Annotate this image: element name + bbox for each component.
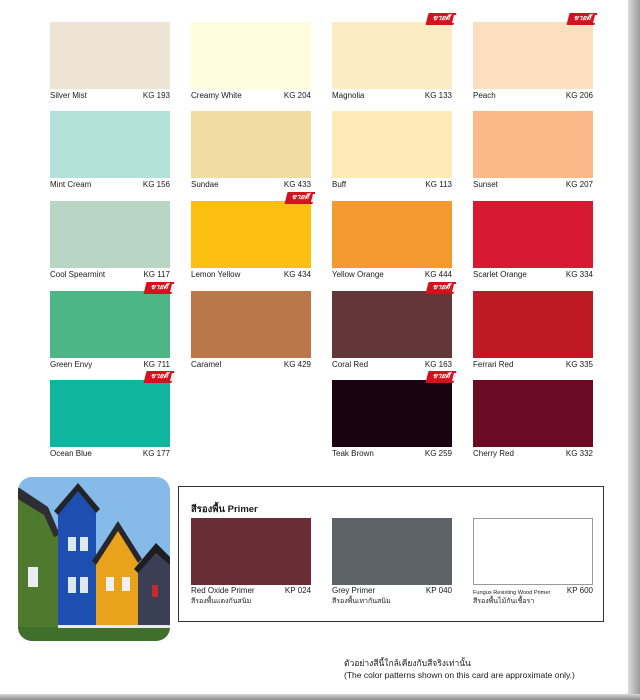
color-name: Sundae — [191, 180, 219, 189]
disclaimer-english: (The color patterns shown on this card are approximate only.) — [344, 670, 575, 680]
best-seller-badge: ขายดี — [426, 371, 457, 383]
color-chip — [191, 22, 311, 104]
color-swatch — [473, 22, 593, 89]
color-code: KG 193 — [142, 91, 170, 100]
color-code: KG 434 — [283, 270, 311, 279]
primer-name: Red Oxide Primer — [191, 586, 255, 595]
color-code: KG 334 — [565, 270, 593, 279]
color-swatch — [332, 111, 452, 178]
color-swatch — [332, 22, 452, 89]
color-swatch — [191, 201, 311, 268]
primer-thai-name: สีรองพื้นเทากันสนิม — [332, 598, 391, 605]
color-chip — [332, 15, 452, 104]
color-swatch — [50, 111, 170, 178]
color-swatch — [50, 291, 170, 358]
primer-section — [178, 486, 604, 622]
color-code: KG 133 — [424, 91, 452, 100]
color-code: KG 332 — [565, 449, 593, 458]
color-chip — [50, 22, 170, 104]
color-swatch — [50, 380, 170, 447]
color-code: KG 444 — [424, 270, 452, 279]
color-name: Cherry Red — [473, 449, 514, 458]
primer-name: Grey Primer — [332, 586, 376, 595]
color-code: KG 335 — [565, 360, 593, 369]
color-code: KG 113 — [425, 180, 452, 189]
color-swatch — [332, 201, 452, 268]
color-chip — [191, 194, 311, 283]
color-chip — [332, 373, 452, 462]
best-seller-badge: ขายดี — [144, 371, 175, 383]
house-photo-illustration — [18, 477, 170, 641]
primer-name: Fungus Resisting Wood Primer — [473, 590, 551, 596]
color-chip — [50, 284, 170, 373]
color-chip — [50, 201, 170, 283]
color-name: Cool Spearmint — [50, 270, 106, 279]
color-name: Teak Brown — [332, 449, 374, 458]
color-swatch — [473, 201, 593, 268]
color-swatch — [473, 380, 593, 447]
best-seller-badge: ขายดี — [285, 192, 316, 204]
house-photo — [18, 477, 170, 641]
color-code: KG 163 — [424, 360, 452, 369]
primer-swatch — [332, 518, 452, 585]
page-edge-shadow — [628, 0, 640, 700]
color-chip — [473, 111, 593, 193]
color-swatch — [191, 291, 311, 358]
color-chip — [473, 380, 593, 462]
color-name: Buff — [332, 180, 347, 189]
color-chip — [332, 284, 452, 373]
color-code: KG 259 — [424, 449, 452, 458]
disclaimer-thai: ตัวอย่างสีนี้ใกล้เคียงกับสีจริงเท่านั้น — [344, 658, 471, 668]
primer-code: KP 024 — [284, 586, 311, 595]
color-name: Peach — [473, 91, 496, 100]
color-swatch — [191, 111, 311, 178]
color-swatch — [50, 201, 170, 268]
primer-code: KP 040 — [425, 586, 452, 595]
color-name: Yellow Orange — [332, 270, 384, 279]
color-name: Caramel — [191, 360, 222, 369]
color-name: Ocean Blue — [50, 449, 92, 458]
primer-swatch — [191, 518, 311, 585]
color-chip — [473, 15, 593, 104]
color-chip — [332, 201, 452, 283]
color-name: Magnolia — [332, 91, 365, 100]
color-name: Scarlet Orange — [473, 270, 527, 279]
page-bottom-shadow — [0, 694, 640, 700]
primer-title: สีรองพื้น Primer — [191, 504, 258, 515]
color-code: KG 433 — [283, 180, 311, 189]
color-code: KG 117 — [143, 270, 170, 279]
color-chip — [332, 111, 452, 193]
color-name: Lemon Yellow — [191, 270, 241, 279]
color-chip — [50, 373, 170, 462]
color-chip — [473, 291, 593, 373]
color-code: KG 711 — [143, 360, 170, 369]
primer-chip — [191, 518, 311, 613]
color-name: Silver Mist — [50, 91, 87, 100]
color-swatch — [50, 22, 170, 89]
color-name: Coral Red — [332, 360, 369, 369]
color-code: KG 204 — [283, 91, 311, 100]
color-chip — [473, 201, 593, 283]
color-swatch — [332, 291, 452, 358]
color-name: Green Envy — [50, 360, 93, 369]
color-swatch — [473, 111, 593, 178]
primer-code: KP 600 — [566, 586, 593, 595]
color-chip — [191, 291, 311, 373]
primer-thai-name: สีรองพื้นแดงกันสนิม — [191, 598, 252, 605]
color-code: KG 206 — [565, 91, 593, 100]
best-seller-badge: ขายดี — [567, 13, 598, 25]
color-chip — [191, 111, 311, 193]
color-name: Mint Cream — [50, 180, 92, 189]
color-name: Ferrari Red — [473, 360, 514, 369]
color-swatch — [332, 380, 452, 447]
primer-swatch — [473, 518, 593, 585]
color-code: KG 429 — [283, 360, 311, 369]
best-seller-badge: ขายดี — [426, 13, 457, 25]
color-code: KG 177 — [142, 449, 170, 458]
best-seller-badge: ขายดี — [426, 282, 457, 294]
color-chip — [50, 111, 170, 193]
color-swatch — [191, 22, 311, 89]
color-name: Sunset — [473, 180, 498, 189]
color-code: KG 156 — [142, 180, 170, 189]
color-swatch — [473, 291, 593, 358]
primer-chip — [473, 518, 593, 613]
best-seller-badge: ขายดี — [144, 282, 175, 294]
primer-thai-name: สีรองพื้นไม้กันเชื้อรา — [473, 598, 535, 605]
primer-chip — [332, 518, 452, 613]
color-code: KG 207 — [565, 180, 593, 189]
color-name: Creamy White — [191, 91, 242, 100]
